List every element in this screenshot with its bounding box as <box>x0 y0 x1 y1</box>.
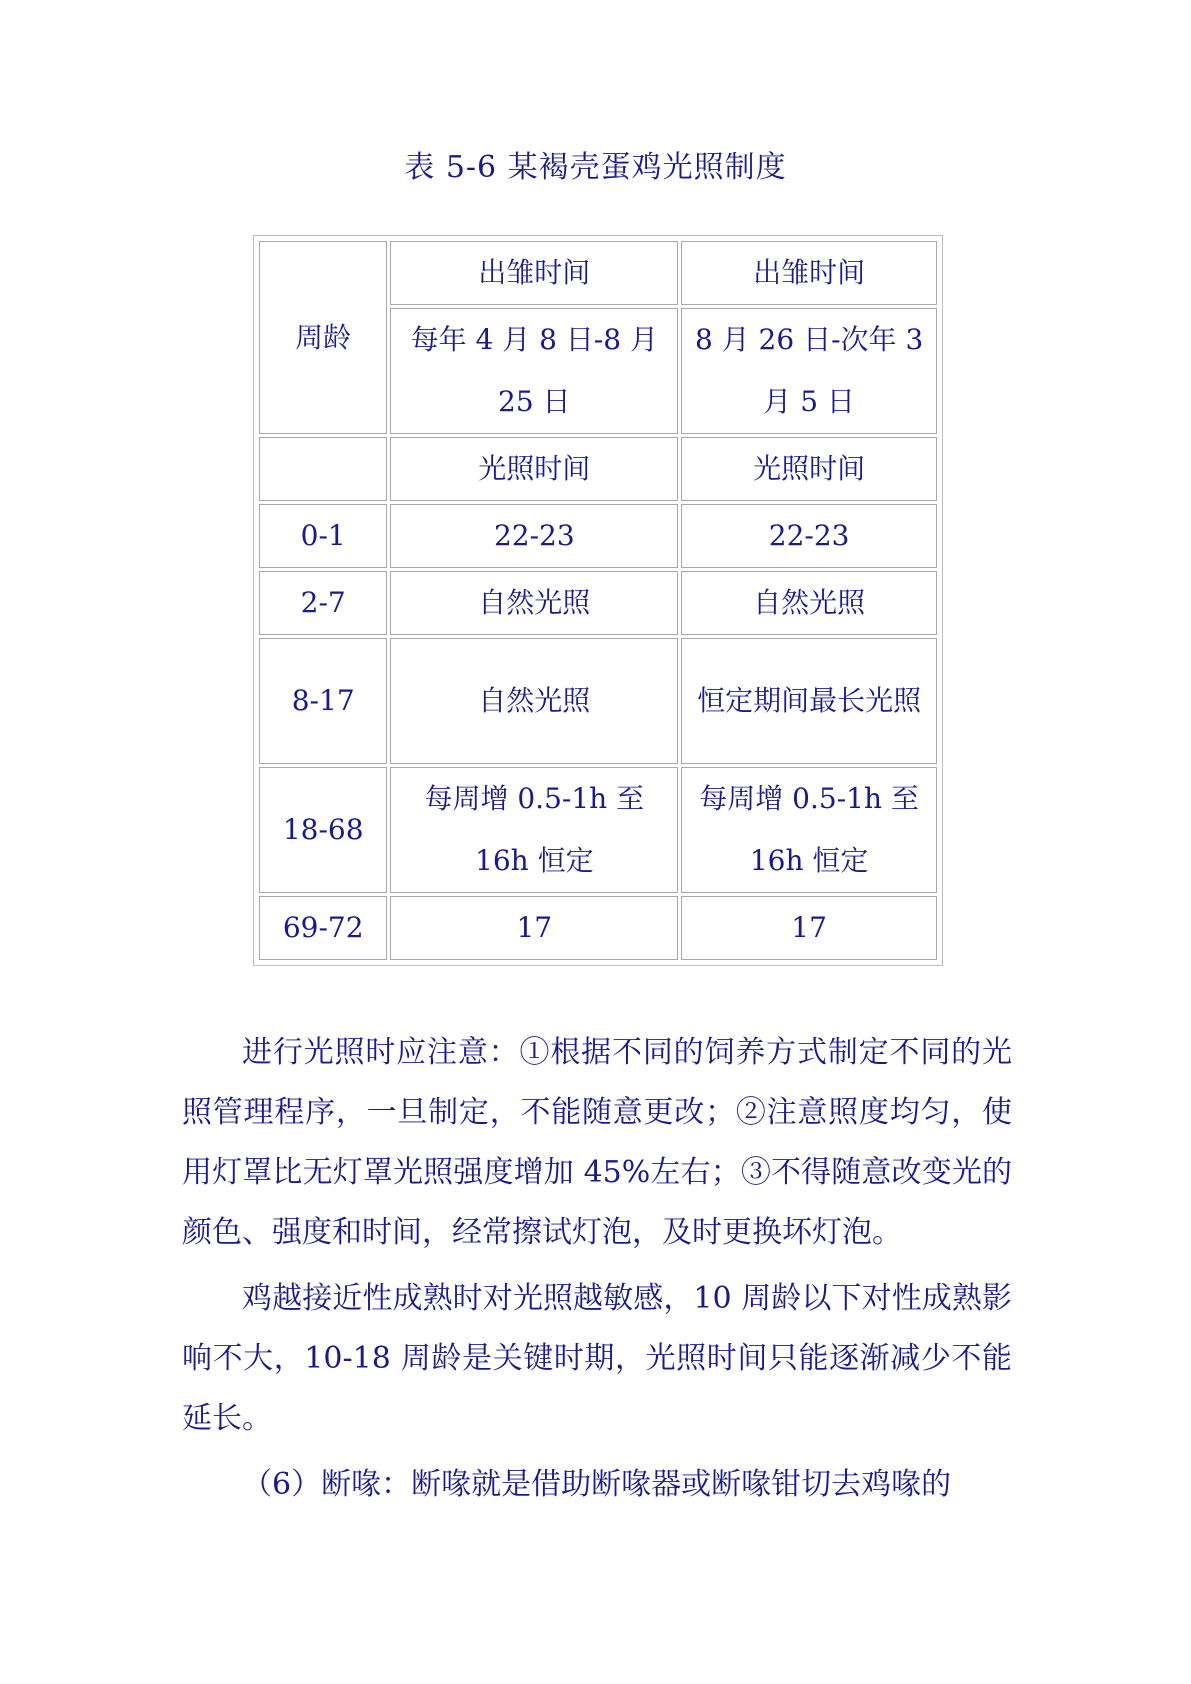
light-cell-a: 22-23 <box>390 504 678 568</box>
light-cell-a: 每周增 0.5-1h 至 16h 恒定 <box>390 767 678 893</box>
header-blank <box>259 437 387 501</box>
table-row <box>259 638 937 764</box>
body-text <box>182 1023 1012 1515</box>
light-cell-a: 17 <box>390 896 678 960</box>
table-row <box>259 571 937 635</box>
header-light-time-b: 光照时间 <box>681 437 937 501</box>
table-row <box>259 896 937 960</box>
paragraph: 鸡越接近性成熟时对光照越敏感，10 周龄以下对性成熟影响不大，10-18 周龄是关键时期，光照时间只能逐渐减少不能延长。 <box>182 1281 1012 1436</box>
period-b: 8 月 26 日-次年 3 月 5 日 <box>681 308 937 434</box>
header-hatch-time-b: 出雏时间 <box>681 241 937 305</box>
header-hatch-time-a: 出雏时间 <box>390 241 678 305</box>
age-cell: 0-1 <box>259 504 387 568</box>
paragraph: 进行光照时应注意：①根据不同的饲养方式制定不同的光照管理程序，一旦制定，不能随意更改；②注意照度均匀，使用灯罩比无灯罩光照强度增加 45%左右；③不得随意改变光的颜色、强度和时间，经常擦试灯泡，及时更换坏灯泡。 <box>182 1035 1012 1250</box>
age-cell: 18-68 <box>259 767 387 893</box>
period-a: 每年 4 月 8 日-8 月 25 日 <box>390 308 678 434</box>
light-cell-b: 17 <box>681 896 937 960</box>
light-cell-b: 自然光照 <box>681 571 937 635</box>
table-title: 表 5-6 某褐壳蛋鸡光照制度 <box>404 150 787 185</box>
light-cell-a: 自然光照 <box>390 638 678 764</box>
age-cell: 2-7 <box>259 571 387 635</box>
header-light-time-a: 光照时间 <box>390 437 678 501</box>
light-cell-b: 22-23 <box>681 504 937 568</box>
table-row <box>259 767 937 893</box>
age-cell: 69-72 <box>259 896 387 960</box>
light-cell-b: 恒定期间最长光照 <box>681 638 937 764</box>
light-cell-a: 自然光照 <box>390 571 678 635</box>
table-row <box>259 504 937 568</box>
paragraph: （6）断喙：断喙就是借助断喙器或断喙钳切去鸡喙的 <box>242 1467 952 1502</box>
light-cell-b: 每周增 0.5-1h 至 16h 恒定 <box>681 767 937 893</box>
age-cell: 8-17 <box>259 638 387 764</box>
lighting-table <box>253 235 943 966</box>
header-age: 周龄 <box>259 241 387 434</box>
